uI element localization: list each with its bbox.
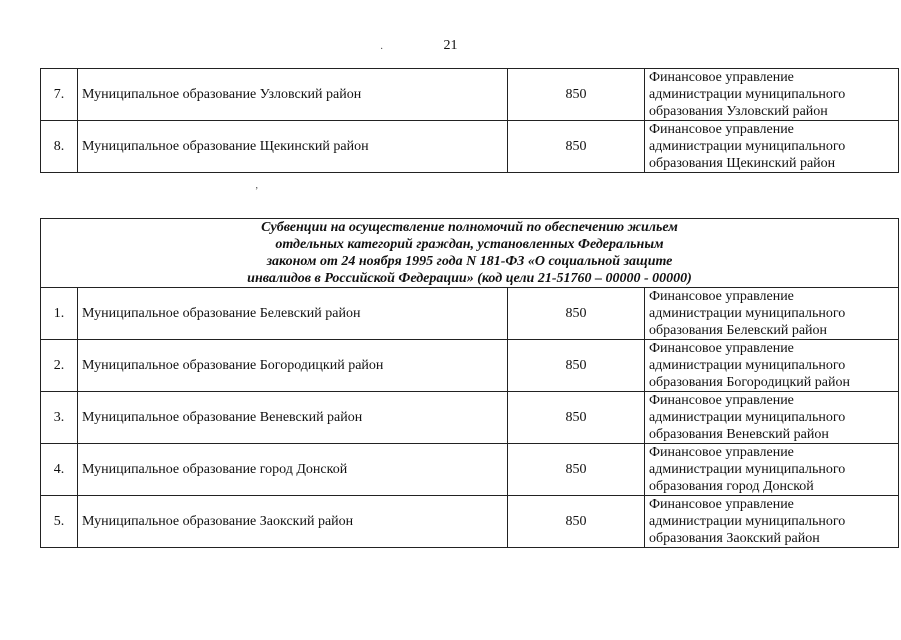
administrator-line: образования Веневский район bbox=[649, 427, 829, 442]
municipality-name: Муниципальное образование Веневский район bbox=[78, 392, 508, 444]
administrator-line: администрации муниципального bbox=[649, 139, 846, 154]
budget-code: 850 bbox=[508, 69, 645, 121]
administrator-cell bbox=[645, 496, 899, 548]
administrator-line: Финансовое управление bbox=[649, 122, 794, 137]
budget-code: 850 bbox=[508, 392, 645, 444]
budget-code: 850 bbox=[508, 496, 645, 548]
administrator-line: Финансовое управление bbox=[649, 497, 794, 512]
row-number: 5. bbox=[41, 496, 78, 548]
table-row bbox=[41, 444, 899, 496]
administrator-line: образования город Донской bbox=[649, 479, 814, 494]
administrator-line: администрации муниципального bbox=[649, 514, 846, 529]
subvention-table bbox=[40, 218, 899, 548]
heading-line: отдельных категорий граждан, установленных Федеральным bbox=[275, 237, 664, 252]
administrator-line: администрации муниципального bbox=[649, 462, 846, 477]
administrator-line: администрации муниципального bbox=[649, 87, 846, 102]
administrator-cell bbox=[645, 121, 899, 173]
row-number: 2. bbox=[41, 340, 78, 392]
table-row bbox=[41, 392, 899, 444]
administrator-line: Финансовое управление bbox=[649, 445, 794, 460]
administrator-line: образования Заокский район bbox=[649, 531, 820, 546]
page-number: 21 bbox=[443, 38, 458, 53]
municipality-name: Муниципальное образование город Донской bbox=[78, 444, 508, 496]
administrator-cell bbox=[645, 444, 899, 496]
row-number: 8. bbox=[41, 121, 78, 173]
table-row bbox=[41, 121, 899, 173]
heading-line: законом от 24 ноября 1995 года N 181-ФЗ «О социальной защите bbox=[266, 254, 673, 269]
heading-line: Субвенции на осуществление полномочий по обеспечению жильем bbox=[261, 220, 678, 235]
table-row bbox=[41, 496, 899, 548]
administrator-line: администрации муниципального bbox=[649, 410, 846, 425]
administrator-cell bbox=[645, 340, 899, 392]
administrator-line: Финансовое управление bbox=[649, 393, 794, 408]
administrator-line: администрации муниципального bbox=[649, 306, 846, 321]
table-row bbox=[41, 69, 899, 121]
municipality-name: Муниципальное образование Щекинский район bbox=[78, 121, 508, 173]
budget-code: 850 bbox=[508, 444, 645, 496]
municipality-name: Муниципальное образование Узловский район bbox=[78, 69, 508, 121]
municipality-name: Муниципальное образование Белевский район bbox=[78, 288, 508, 340]
table-row bbox=[41, 288, 899, 340]
administrator-line: образования Щекинский район bbox=[649, 156, 836, 171]
administrator-line: образования Узловский район bbox=[649, 104, 828, 119]
row-number: 4. bbox=[41, 444, 78, 496]
municipality-name: Муниципальное образование Заокский район bbox=[78, 496, 508, 548]
administrator-cell bbox=[645, 69, 899, 121]
administrator-line: администрации муниципального bbox=[649, 358, 846, 373]
table-row bbox=[41, 340, 899, 392]
budget-code: 850 bbox=[508, 340, 645, 392]
administrator-line: образования Богородицкий район bbox=[649, 375, 850, 390]
administrator-line: Финансовое управление bbox=[649, 289, 794, 304]
row-number: 7. bbox=[41, 69, 78, 121]
scan-tick-mark: ʼ bbox=[255, 186, 259, 197]
administrator-line: Финансовое управление bbox=[649, 70, 794, 85]
row-number: 1. bbox=[41, 288, 78, 340]
scan-dot-mark: · bbox=[380, 44, 384, 55]
allocation-table-continued bbox=[40, 68, 899, 173]
administrator-line: Финансовое управление bbox=[649, 341, 794, 356]
section-heading-row bbox=[41, 219, 899, 288]
administrator-cell bbox=[645, 392, 899, 444]
heading-line: инвалидов в Российской Федерации» (код цели 21-51760 – 00000 - 00000) bbox=[247, 271, 692, 286]
municipality-name: Муниципальное образование Богородицкий район bbox=[78, 340, 508, 392]
row-number: 3. bbox=[41, 392, 78, 444]
budget-code: 850 bbox=[508, 288, 645, 340]
administrator-line: образования Белевский район bbox=[649, 323, 828, 338]
section-heading bbox=[41, 219, 899, 288]
administrator-cell bbox=[645, 288, 899, 340]
budget-code: 850 bbox=[508, 121, 645, 173]
